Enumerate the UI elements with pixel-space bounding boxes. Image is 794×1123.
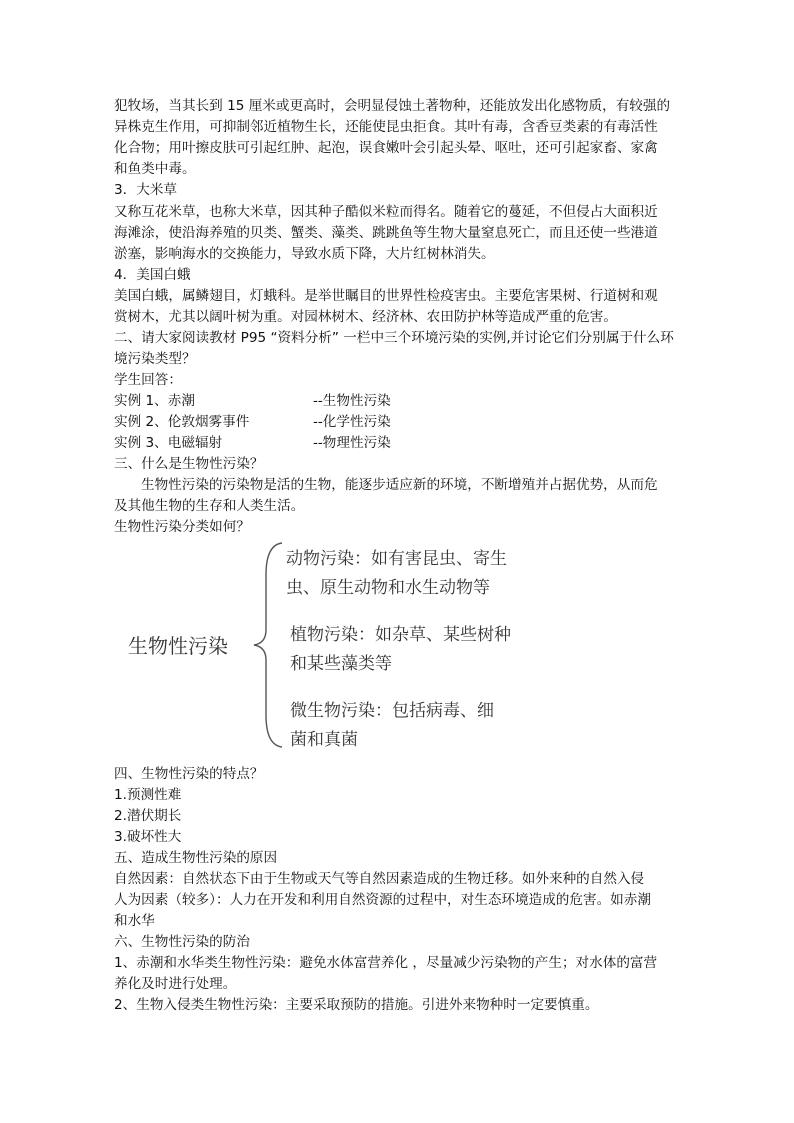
human-cause: 人为因素（较多）：人力在开发和利用自然资源的过程中，对生态环境造成的危害。如赤潮 — [114, 892, 651, 908]
paragraph-line: 淤塞，影响海水的交换能力，导致水质下降，大片红树林消失。 — [114, 246, 495, 262]
human-cause-cont: 和水华 — [114, 913, 155, 929]
classification-diagram — [114, 535, 684, 755]
classification-question: 生物性污染分类如何？ — [114, 519, 250, 535]
definition-line: 生物性污染的污染物是活的生物，能逐步适应新的环境，不断增殖并占据优势，从而危 — [141, 477, 658, 493]
prevention-item: 2、生物入侵类生物性污染：主要采取预防的措施。引进外来物种时一定要慎重。 — [114, 997, 599, 1013]
diagram-branch-plant — [290, 621, 511, 679]
natural-cause: 自然因素：自然状态下由于生物或天气等自然因素造成的生物迁移。如外来种的自然入侵 — [114, 871, 645, 887]
example-type: --化学性污染 — [313, 414, 391, 430]
example-name: 实例 2、伦敦烟雾事件 — [114, 414, 250, 430]
branch-line: 微生物污染：包括病毒、细 — [290, 701, 494, 721]
section-6-heading: 六、生物性污染的防治 — [114, 934, 250, 950]
branch-line: 植物污染：如杂草、某些树种 — [290, 625, 511, 645]
subheading-white-moth: 4．美国白蛾 — [114, 267, 191, 283]
paragraph-line: 化合物；用叶擦皮肤可引起红肿、起泡，误食嫩叶会引起头晕、呕吐，还可引起家畜、家禽 — [114, 140, 658, 156]
paragraph-line: 美国白蛾，属鳞翅目，灯蛾科。是举世瞩目的世界性检疫害虫。主要危害果树、行道树和观 — [114, 288, 658, 304]
definition-line: 及其他生物的生存和人类生活。 — [114, 498, 305, 514]
feature-item: 2.潜伏期长 — [114, 808, 182, 824]
paragraph-line: 和鱼类中毒。 — [114, 161, 196, 177]
prevention-item-cont: 养化及时进行处理。 — [114, 976, 237, 992]
feature-item: 3.破坏性大 — [114, 829, 182, 845]
paragraph-line: 赏树木，尤其以阔叶树为重。对园林树木、经济林、农田防护林等造成严重的危害。 — [114, 309, 617, 325]
branch-line: 虫、原生动物和水生动物等 — [286, 578, 490, 598]
section-5-heading: 五、造成生物性污染的原因 — [114, 850, 278, 866]
subheading-rice-grass: 3．大米草 — [114, 182, 178, 198]
paragraph-line: 又称互花米草，也称大米草，因其种子酷似米粒而得名。随着它的蔓延，不但侵占大面积近 — [114, 204, 658, 220]
diagram-root-label: 生物性污染 — [128, 634, 228, 658]
branch-line: 动物污染：如有害昆虫、寄生 — [286, 549, 507, 569]
branch-line: 和某些藻类等 — [290, 654, 392, 674]
student-answer-label: 学生回答： — [114, 372, 182, 388]
example-type: --生物性污染 — [313, 393, 391, 409]
example-name: 实例 3、电磁辐射 — [114, 435, 223, 451]
example-type: --物理性污染 — [313, 435, 391, 451]
branch-line: 菌和真菌 — [290, 730, 358, 750]
section-2-heading: 二、请大家阅读教材 P95 “资料分析” 一栏中三个环境污染的实例,并讨论它们分别属于什么环 — [114, 330, 674, 346]
section-2-heading-cont: 境污染类型？ — [114, 351, 196, 367]
paragraph-line: 海滩涂，使沿海养殖的贝类、蟹类、藻类、跳跳鱼等生物大量窒息死亡，而且还使一些港道 — [114, 225, 658, 241]
paragraph-line: 异株克生作用，可抑制邻近植物生长，还能使昆虫拒食。其叶有毒，含香豆类素的有毒活性 — [114, 119, 658, 135]
section-3-heading: 三、什么是生物性污染？ — [114, 456, 264, 472]
prevention-item: 1、赤潮和水华类生物性污染：避免水体富营养化 ，尽量减少污染物的产生；对水体的富营 — [114, 955, 658, 971]
diagram-branch-animal — [286, 545, 507, 603]
feature-item: 1.预测性难 — [114, 787, 182, 803]
section-4-heading: 四、生物性污染的特点？ — [114, 766, 264, 782]
example-name: 实例 1、赤潮 — [114, 393, 195, 409]
paragraph-line: 犯牧场，当其长到 15 厘米或更高时，会明显侵蚀土著物种，还能放发出化感物质，有较强的 — [114, 98, 671, 114]
diagram-branch-microbe — [290, 697, 494, 755]
